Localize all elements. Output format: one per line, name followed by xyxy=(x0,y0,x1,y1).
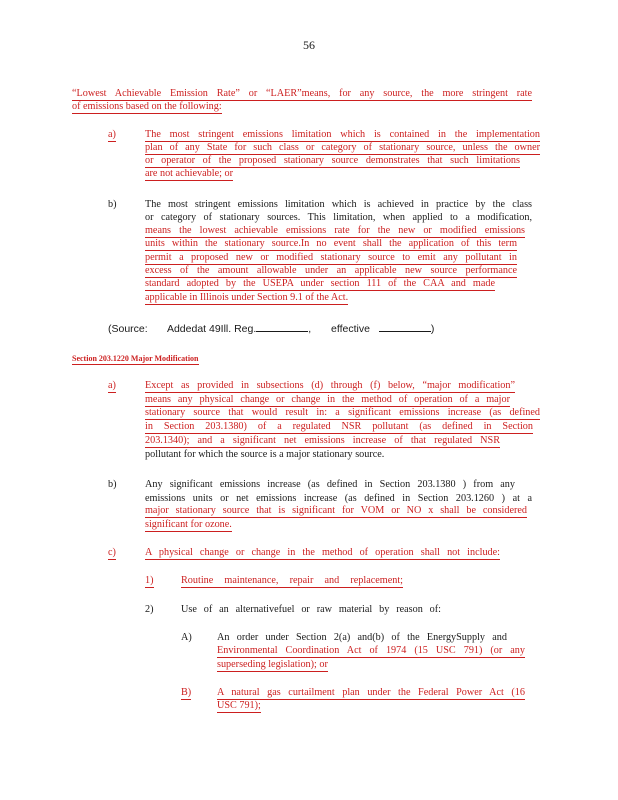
laer-item-b-line: permit a proposed new or modified stationary source to emit any pollutant in xyxy=(145,252,517,263)
major-mod-item-c2-text: Use of an alternativefuel or raw material by reason of: xyxy=(181,604,441,615)
section-heading: Section 203.1220 Major Modification xyxy=(72,354,199,363)
major-mod-item-c1-label: 1) xyxy=(145,575,154,586)
major-mod-item-a-line: stationary source that would result in: a significant emissions increase (as defined xyxy=(145,407,540,418)
major-mod-item-c2-label: 2) xyxy=(145,604,154,615)
major-mod-item-b-red-line: significant for ozone. xyxy=(145,519,232,530)
register-blank xyxy=(256,321,308,332)
major-mod-item-b-line: emissions units or net emissions increase (as defined in Section 203.1260 ) at a xyxy=(145,493,532,504)
major-mod-item-c2b-label: B) xyxy=(181,687,192,698)
laer-item-a-line: are not achievable; or xyxy=(145,168,233,179)
major-mod-item-c2b-line: USC 791); xyxy=(217,700,261,711)
source-separator: , xyxy=(308,323,312,335)
laer-item-b-line: The most stringent emissions limitation which is achieved in practice by the class xyxy=(145,199,532,210)
major-mod-item-a-label: a) xyxy=(108,380,116,391)
major-mod-item-a-line: Except as provided in subsections (d) through (f) below, “major modification” xyxy=(145,380,515,391)
source-prefix: (Source: xyxy=(108,323,148,335)
laer-item-b-line: or category of stationary sources. This limitation, when applied to a modification, xyxy=(145,212,532,223)
major-mod-item-a-line: in Section 203.1380) of a regulated NSR pollutant (as defined in Section xyxy=(145,421,533,432)
major-mod-item-b-line: Any significant emissions increase (as defined in Section 203.1380 ) from any xyxy=(145,479,515,490)
laer-item-b-line: means the lowest achievable emissions rate for the new or modified emissions xyxy=(145,225,525,236)
major-mod-item-c1-text: Routine maintenance, repair and replacement; xyxy=(181,575,403,586)
major-mod-item-c2a-label: A) xyxy=(181,632,192,643)
source-added: Addedat 49Ill. Reg. xyxy=(166,323,257,335)
major-mod-item-b-label: b) xyxy=(108,479,117,490)
laer-item-b-label: b) xyxy=(108,199,117,210)
laer-item-a-line: plan of any State for such class or category of stationary source, unless the owner xyxy=(145,142,540,153)
laer-definition-line2: of emissions based on the following: xyxy=(72,101,222,112)
page-number: 56 xyxy=(303,38,315,52)
laer-item-b-line: units within the stationary source.In no event shall the application of this term xyxy=(145,238,517,249)
major-mod-item-a-line: pollutant for which the source is a major stationary source. xyxy=(145,449,385,460)
laer-definition-line1: “Lowest Achievable Emission Rate” or “LAER”means, for any source, the more stringent rate xyxy=(72,88,532,99)
major-mod-item-a-line: 203.1340); and a significant net emissions increase of that regulated NSR xyxy=(145,435,500,446)
major-mod-item-c2a-line: superseding legislation); or xyxy=(217,659,328,670)
effective-date-blank xyxy=(379,321,431,332)
major-mod-item-c2b-line: A natural gas curtailment plan under the Federal Power Act (16 xyxy=(217,687,525,698)
major-mod-item-c-text: A physical change or change in the method of operation shall not include: xyxy=(145,547,500,558)
laer-item-a-label: a) xyxy=(108,129,116,140)
major-mod-item-c-label: c) xyxy=(108,547,116,558)
major-mod-item-c2a-line: An order under Section 2(a) and(b) of the EnergySupply and xyxy=(217,632,507,643)
major-mod-item-c2a-line: Environmental Coordination Act of 1974 (15 USC 791) (or any xyxy=(217,645,525,656)
source-close: ) xyxy=(430,323,435,335)
laer-item-a-line: or operator of the proposed stationary source demonstrates that such limitations xyxy=(145,155,520,166)
laer-item-b-line: excess of the amount allowable under an applicable new source performance xyxy=(145,265,517,276)
major-mod-item-b-red-line: major stationary source that is significant for VOM or NO x shall be considered xyxy=(145,505,527,516)
major-mod-item-a-line: means any physical change or change in the method of operation of a major xyxy=(145,394,510,405)
laer-item-a-line: The most stringent emissions limitation which is contained in the implementation xyxy=(145,129,540,140)
laer-item-b-line: applicable in Illinois under Section 9.1 of the Act. xyxy=(145,292,349,303)
source-effective: effective xyxy=(331,323,370,335)
source-note xyxy=(108,321,434,335)
laer-item-b-line: standard adopted by the USEPA under section 111 of the CAA and made xyxy=(145,278,495,289)
